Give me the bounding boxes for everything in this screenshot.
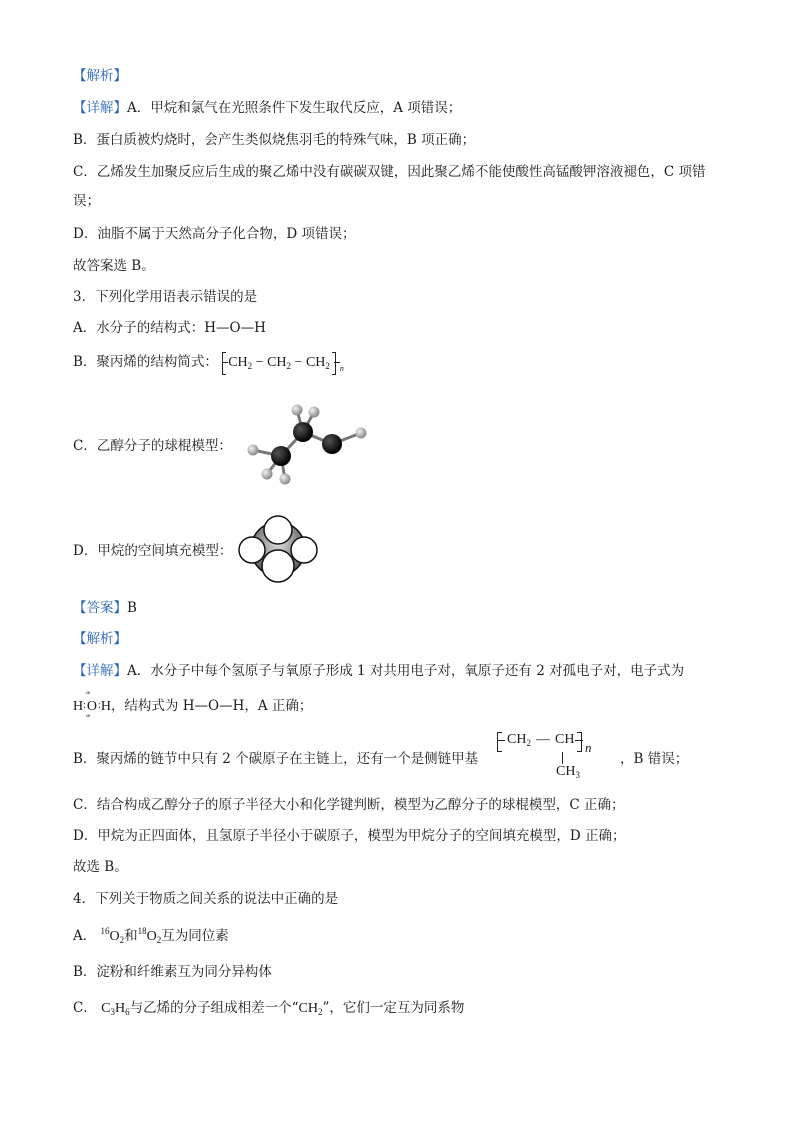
methane-space-filling-model-icon — [236, 512, 320, 586]
q4-stem: 4．下列关于物质之间关系的说法中正确的是 — [73, 891, 339, 907]
q3-exp-b: B．聚丙烯的链节中只有 2 个碳原子在主链上，还有一个是侧链甲基 — [73, 751, 479, 767]
q3-exp-c: C．结合构成乙醇分子的原子半径大小和化学键判断，模型为乙醇分子的球棍模型，C 正确； — [73, 797, 625, 813]
q3-stem: 3．下列化学用语表示错误的是 — [73, 289, 258, 305]
jiexi-tag-1: 【解析】 — [73, 68, 127, 84]
q3-answer — [73, 599, 137, 617]
q3-option-d: D．甲烷的空间填充模型： — [73, 543, 233, 559]
detail-tag-1: 【详解】 — [73, 100, 127, 116]
answer-value: B — [127, 600, 137, 616]
conclusion-1: 故答案选 B。 — [73, 258, 155, 274]
detail-line-d: D．油脂不属于天然高分子化合物，D 项错误； — [73, 226, 356, 242]
polypropylene-formula-correct: $CH_2$ — CH n $CH_3$ — [497, 730, 615, 782]
polypropylene-formula-wrong: $CH_2 - CH_2 - CH_2$ n — [222, 354, 342, 372]
q3-option-b: B．聚丙烯的结构简式： $CH_2 - CH_2 - CH_2$ n — [73, 354, 344, 373]
detail-line-c2: 误； — [73, 193, 100, 209]
q3-exp-a2: H: ºº O ºº :H，结构式为 H—O—H，A 正确； — [73, 690, 313, 722]
answer-tag: 【答案】 — [73, 600, 127, 616]
detail-line-a — [73, 99, 461, 117]
q3-option-a: A．水分子的结构式：H—O—H — [73, 320, 266, 336]
detail-line-c1: C．乙烯发生加聚反应后生成的聚乙烯中没有碳碳双键，因此聚乙烯不能使酸性高锰酸钾溶液褪色，C 项错 — [73, 164, 706, 180]
detail-text-a: A．甲烷和氯气在光照条件下发生取代反应，A 项错误； — [127, 100, 462, 116]
q3-exp-d: D．甲烷为正四面体，且氢原子半径小于碳原子，模型为甲烷分子的空间填充模型，D 正确； — [73, 828, 626, 844]
conclusion-2: 故选 B。 — [73, 859, 128, 875]
ethanol-ball-stick-model-icon — [235, 400, 375, 490]
jiexi-tag-2: 【解析】 — [73, 631, 127, 647]
water-electron-formula: H: ºº O ºº :H — [73, 690, 111, 722]
detail-tag-2: 【详解】 — [73, 663, 127, 679]
detail-line-b: B．蛋白质被灼烧时，会产生类似烧焦羽毛的特殊气味，B 项正确； — [73, 132, 476, 148]
q3-option-c: C．乙醇分子的球棍模型： — [73, 438, 232, 454]
q3-exp-a1: 【详解】A．水分子中每个氢原子与氧原子形成 1 对共用电子对，氧原子还有 2 对孤电子对，电子式为 — [73, 663, 685, 679]
q3-exp-b-end: ，B 错误； — [620, 751, 689, 767]
q4-option-c: C． $C_3H_6$与乙烯的分子组成相差一个“$CH_2$”，它们一定互为同系物 — [73, 1000, 465, 1017]
q4-option-a: A． $^{16}O_2$和$^{18}O_2$互为同位素 — [73, 926, 229, 945]
q4-option-b: B．淀粉和纤维素互为同分异构体 — [73, 964, 272, 980]
